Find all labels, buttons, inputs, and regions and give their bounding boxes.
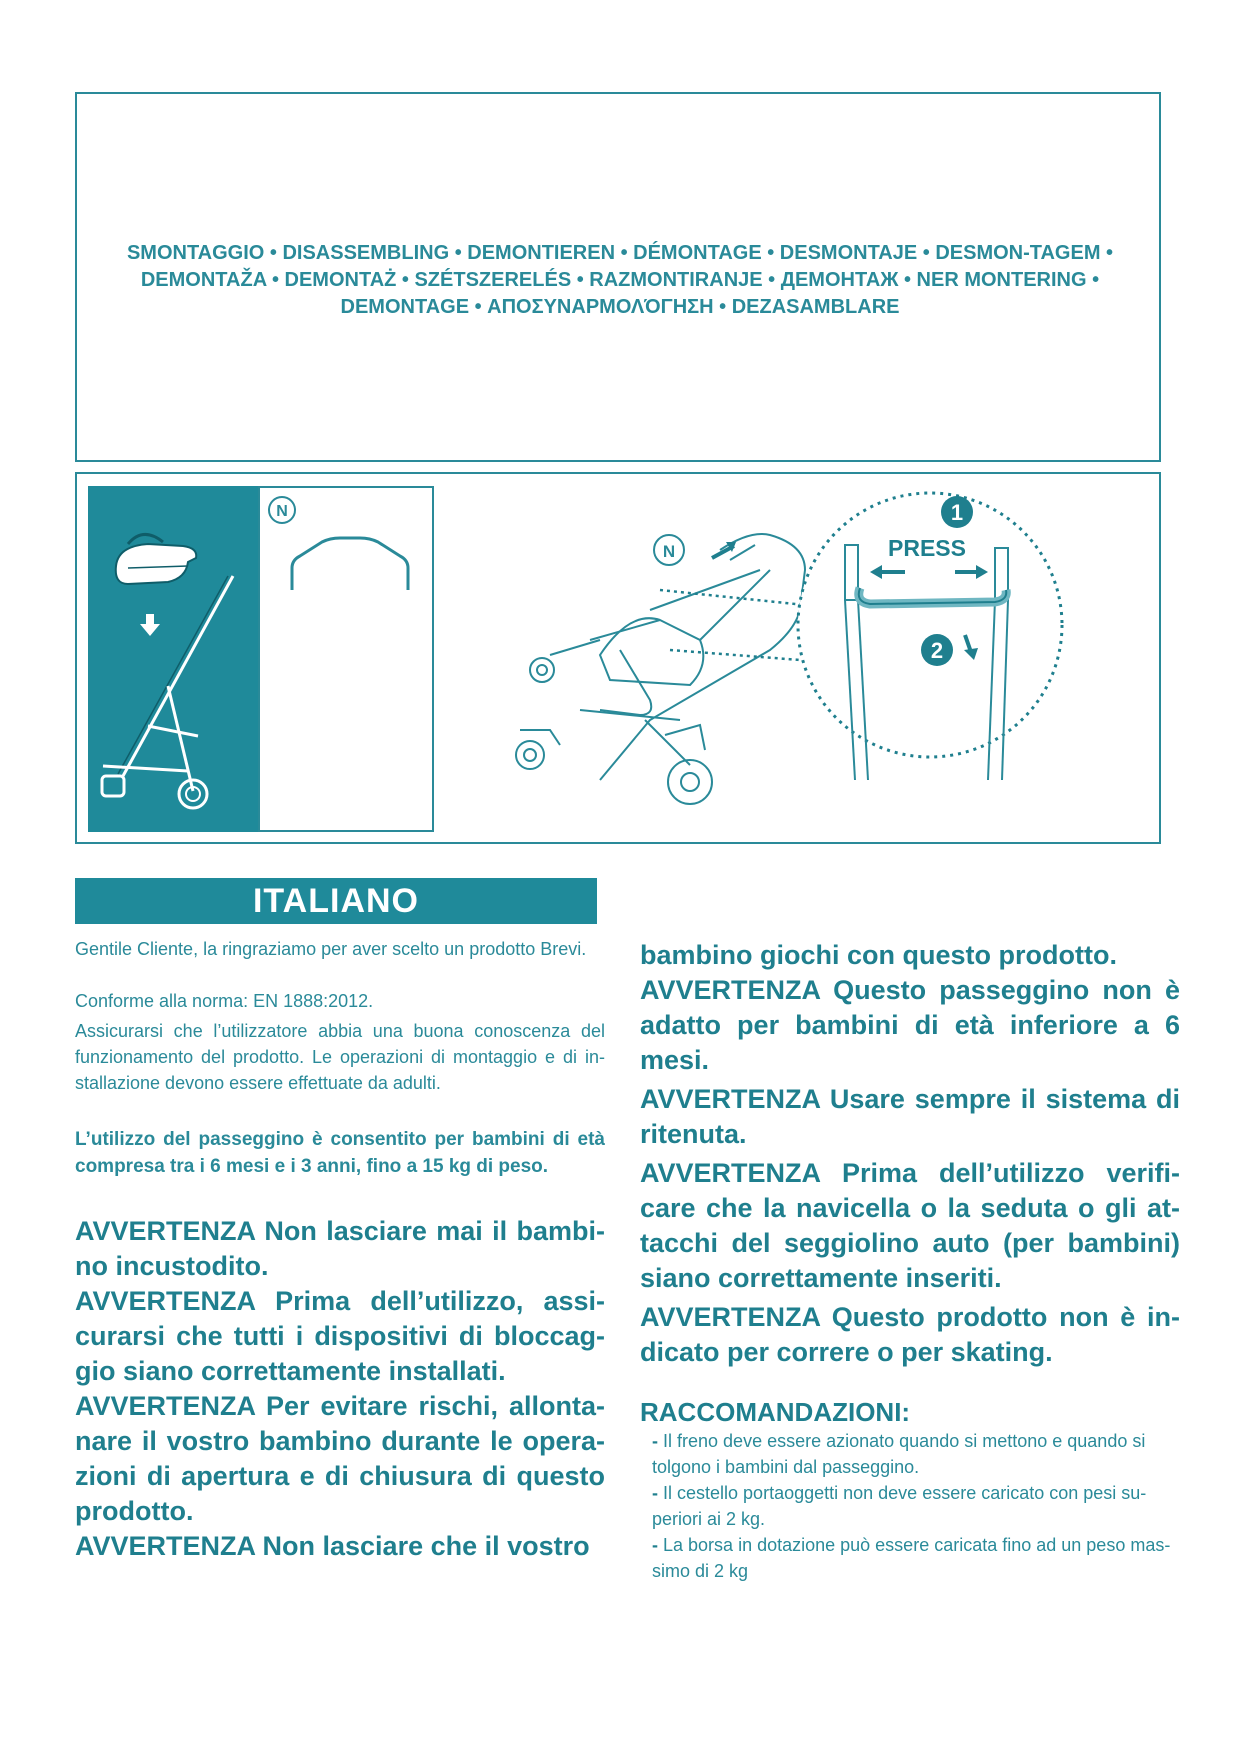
stroller-carrycot-illustration xyxy=(88,486,258,832)
warning-item: AVVERTENZA Non lasciare mai il bambi-no incustodito. xyxy=(75,1216,605,1281)
warning-item: bambino giochi con questo prodotto. xyxy=(640,940,1117,970)
assure-text: Assicurarsi che l’utilizzatore abbia una buona conoscenza del funzionamento del prodotto. Le operazioni di montaggio e di in-stallazione devono essere effettuate da adulti. xyxy=(75,1021,605,1093)
warning-item: AVVERTENZA Per evitare rischi, allonta-nare il vostro bambino durante le opera-zioni di apertura e di chiusura di questo prodotto. xyxy=(75,1391,605,1526)
step-2-label: 2 xyxy=(930,638,944,663)
part-n-illustration xyxy=(260,488,436,834)
part-label-n: N xyxy=(276,503,288,520)
recommendations-title: RACCOMANDAZIONI: xyxy=(640,1397,911,1427)
diagram-label-n: N xyxy=(662,542,676,561)
bullet: - xyxy=(652,1431,658,1451)
warning-item: AVVERTENZA Prima dell’utilizzo verifi-care che la navicella o la seduta o gli at-tacchi del seggiolino auto (per bambini) siano correttamente inseriti. xyxy=(640,1158,1180,1293)
warning-item: AVVERTENZA Questo prodotto non è in-dicato per correre o per skating. xyxy=(640,1302,1180,1367)
left-column xyxy=(75,930,605,1564)
recommendation-item xyxy=(640,1428,1180,1480)
warning-item: AVVERTENZA Questo passeggino non è adatto per bambini di età inferiore a 6 mesi. xyxy=(640,975,1180,1075)
stroller-bar-removal-illustration xyxy=(450,490,1150,830)
warning-item: AVVERTENZA Usare sempre il sistema di ritenuta. xyxy=(640,1084,1180,1149)
removal-diagram xyxy=(450,490,1150,830)
bullet: - xyxy=(652,1483,658,1503)
norm-text: Conforme alla norma: EN 1888:2012. xyxy=(75,991,374,1011)
press-label: PRESS xyxy=(888,535,966,561)
recommendation-text: La borsa in dotazione può essere caricata fino ad un peso mas-simo di 2 kg xyxy=(652,1535,1171,1581)
stroller-carrycot-panel xyxy=(88,486,258,832)
recommendation-item xyxy=(640,1480,1180,1532)
bullet: - xyxy=(652,1535,658,1555)
step-1-label: 1 xyxy=(950,500,964,525)
section-title-italiano: ITALIANO xyxy=(75,878,597,924)
warning-item: AVVERTENZA Non lasciare che il vostro xyxy=(75,1531,590,1561)
greeting-text: Gentile Cliente, la ringraziamo per aver scelto un prodotto Brevi. xyxy=(75,939,587,959)
usage-text: L’utilizzo del passeggino è consentito per bambini di età compresa tra i 6 mesi e i 3 anni, fino a 15 kg di peso. xyxy=(75,1129,605,1177)
languages-heading: SMONTAGGIO • DISASSEMBLING • DEMONTIEREN • DÉMONTAGE • DESMONTAJE • DESMON-TAGEM • DEMONTAŽA • DEMONTAŻ • SZÉTSZERELÉS • RAZMONTIRANJE • ДЕМОНТАЖ • NER MONTERING • DEMONTAGE • ΑΠΟΣΥΝΑΡΜΟΛΌΓΗΣΗ • DEZASAMBLARE xyxy=(126,242,1114,318)
recommendation-item xyxy=(640,1532,1180,1584)
part-n-panel xyxy=(258,486,434,832)
right-column xyxy=(640,930,1180,1584)
recommendation-text: Il cestello portaoggetti non deve essere caricato con pesi su-periori ai 2 kg. xyxy=(652,1483,1147,1529)
warning-item: AVVERTENZA Prima dell’utilizzo, assi-curarsi che tutti i dispositivi di bloccag-gio siano correttamente installati. xyxy=(75,1286,605,1386)
recommendation-text: Il freno deve essere azionato quando si mettono e quando si tolgono i bambini dal passeggino. xyxy=(652,1431,1146,1477)
